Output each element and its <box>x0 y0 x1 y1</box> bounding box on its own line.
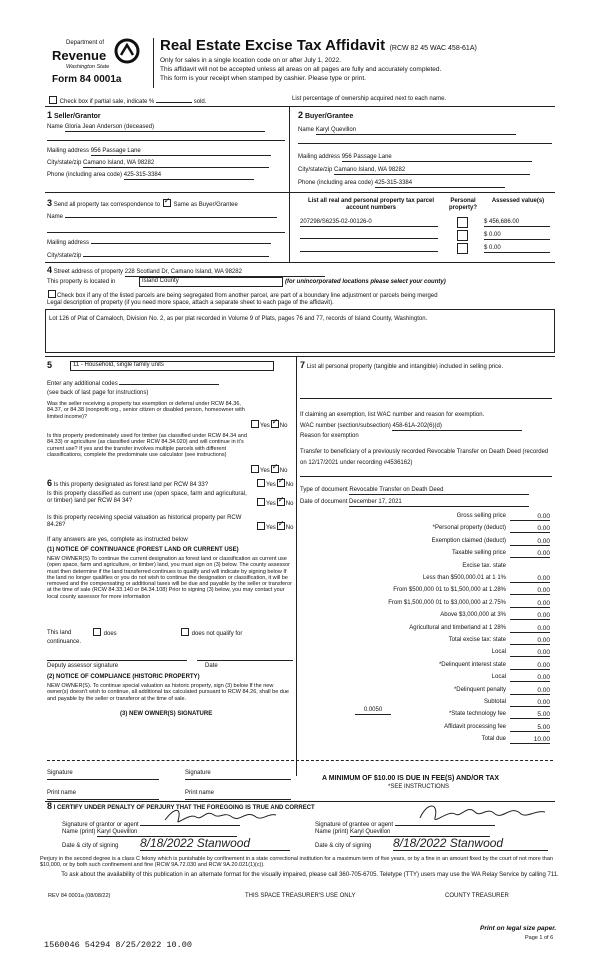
sec5-q1: Was the seller receiving a property tax exemption or deferral under RCW 84.36, 84.37, or 84.38 (nonprofit org., senior citizen or disabled person, homeowner with limited income)? <box>47 401 245 420</box>
notice-continuance-text: NEW OWNER(S) To continue the current designation as forest land or classification as current use (open space, farm and agriculture, or timber) land, you must sign on (3) below. The county assessor must then determine if the land transferred continues to qualify and will indicate by signing below If the land no longer qualifies or you do not wish to continue the designation or classification, it will be removed and the compensating or additional taxes will be due and payable by the seller or transferor at the time of sale (RCW 84.33.140 or 84.34.108) Prior to signing (3) below, you may contact your local county assessor for more information <box>47 556 292 600</box>
wac-row: WAC number (section/subsection) 458-61A-202(6)(d) <box>300 423 522 431</box>
grantee-name-row: Name (print) Karyl Quevillon <box>315 829 490 837</box>
segregated-checkbox[interactable] <box>48 290 56 298</box>
sec5-q2: Is this property predominately used for timber (as classified under RCW 84.34 and 84.33) or agriculture (as classified under RCW 84.34.020) and will continue in it's current use? If yes and the transfer involves multiple parcels with different classifications, complete the predominate use calculator (see instructions) <box>47 433 247 458</box>
sec6-q1-no[interactable] <box>277 479 285 487</box>
personal-col-header: Personal property? <box>448 198 477 211</box>
revenue-wordmark: Revenue <box>52 48 107 63</box>
legal-description[interactable]: Lot 126 of Plat of Camaloch, Division No. 2, as per plat recorded in Volume 9 of Plats, pages 76 and 77, records of Island County, Washington. <box>45 309 555 353</box>
tax-row-value[interactable]: 0.00 <box>510 625 550 633</box>
owner-print-name-2: Print name <box>185 790 215 796</box>
owner-print-name-1: Print name <box>47 790 77 796</box>
seller-city-row: City/state/zip Camano Island, WA 98282 <box>47 160 269 168</box>
tax-row-value[interactable]: 0.00 <box>510 674 550 682</box>
sec5-number: 5 <box>47 360 53 370</box>
sec6-q2: Is this property classified as current use (open space, farm and agricultural, or timber) land per RCW 84 34? <box>47 491 247 504</box>
tax-row-label: Local <box>491 674 506 681</box>
unincorporated-note: (for unincorporated locations please select your county) <box>285 279 446 285</box>
treasurer-use-only: THIS SPACE TREASURER'S USE ONLY <box>245 893 356 899</box>
does-not-checkbox[interactable] <box>181 628 189 636</box>
assessed-value-2[interactable]: $ 0.00 <box>484 232 550 240</box>
tax-row-label: Affidavit processing fee <box>444 723 506 730</box>
assessed-value-1[interactable]: $ 456,686.00 <box>484 219 550 227</box>
tax-row-value[interactable]: 0.00 <box>510 513 550 521</box>
alt-format-notice: To ask about the availability of this publication in an alternate format for the visually impaired, please call 360-705-6705. Teletype (TTY) users may use the WA Relay Service by calling 711. <box>61 872 559 878</box>
header-line2: This affidavit will not be accepted unless all areas on all pages are fully and accurately completed. <box>160 66 442 73</box>
tax-row-value[interactable]: 0.00 <box>510 525 550 533</box>
sec6-q3: Is this property receiving special valuation as historical property per RCW 84.26? <box>47 515 242 528</box>
grantor-date-row: Date & city of signing <box>62 843 119 849</box>
tax-row-label: Exemption claimed (deduct) <box>431 537 506 544</box>
notice-continuance-heading: (1) NOTICE OF CONTINUANCE (FOREST LAND OR CURRENT USE) <box>47 547 239 553</box>
tax-row-label: Subtotal <box>483 699 506 705</box>
wac-number[interactable]: 458-61A-202(6)(d) <box>392 423 522 431</box>
dept-of: Department of <box>66 40 105 46</box>
this-land-row: This land <box>47 630 72 636</box>
grantee-signature-image <box>415 800 550 826</box>
does-not-option: does not qualify for <box>180 628 242 638</box>
certify-statement: 8 I CERTIFY UNDER PENALTY OF PERJURY THAT THE FOREGOING IS TRUE AND CORRECT <box>47 801 315 811</box>
doc-date-row: Date of document December 17, 2021 <box>300 499 529 507</box>
page-title <box>160 37 477 55</box>
sec3-city: City/state/zip <box>47 253 269 260</box>
assessed-value-3[interactable]: $ 0.00 <box>484 245 550 253</box>
tax-row-value[interactable]: 0.00 <box>510 649 550 657</box>
tax-row-label: *Personal property (deduct) <box>432 525 506 532</box>
sec5-q2-no[interactable] <box>271 465 279 473</box>
see-back-note: (see back of last page for instructions) <box>47 390 149 396</box>
reason-label: Reason for exemption <box>300 433 359 439</box>
notice-compliance-heading: (2) NOTICE OF COMPLIANCE (HISTORIC PROPERTY) <box>47 674 200 680</box>
sec6-q2-yes[interactable] <box>257 498 265 506</box>
county-select[interactable]: Island County <box>139 277 283 287</box>
buyer-phone-row: Phone (including area code) 425-315-3384 <box>298 180 505 188</box>
tax-row-label: Gross selling price <box>456 513 506 519</box>
grantor-name-row: Name (print) Karyl Quevillon <box>62 829 237 837</box>
see-instructions: *SEE INSTRUCTIONS <box>388 784 450 790</box>
tax-row-value[interactable]: 5.00 <box>510 724 550 732</box>
percentage-note: List percentage of ownership acquired next to each name. <box>292 96 447 102</box>
owner-signature-2: Signature <box>185 770 211 776</box>
doc-date[interactable]: December 17, 2021 <box>349 499 529 507</box>
buyer-mailing-row: Mailing address 956 Passage Lane <box>298 154 532 162</box>
tax-row-label: Less than $500,000.01 at 1 1% <box>422 575 506 581</box>
tax-row-value[interactable]: 0.00 <box>510 612 550 620</box>
grantor-date-city[interactable]: 8/18/2022 Stanwood <box>140 836 290 851</box>
segregated-row: Check box if any of the listed parcels are being segregated from another parcel, are part of a boundary line adjustment or parcels being merged <box>47 290 557 300</box>
county-row: This property is located in <box>47 279 116 285</box>
buyer-mailing[interactable]: 956 Passage Lane <box>342 154 532 162</box>
tax-row-label: Local <box>491 649 506 656</box>
sec6-q1-row: 6 Is this property designated as forest land per RCW 84 33? <box>47 478 209 488</box>
buyer-phone[interactable]: 425-315-3384 <box>375 180 505 188</box>
sec6-q3-answer: Yes✓ No <box>256 522 293 532</box>
tax-row-label: Total excise tax: state <box>448 637 506 643</box>
parcel-number[interactable]: 207298/S6235-02-00126-0 <box>300 219 438 227</box>
seller-city[interactable]: Camano Island, WA 98282 <box>83 160 269 168</box>
tax-row-value[interactable]: 0.00 <box>510 600 550 608</box>
tax-row-value[interactable]: 0.00 <box>510 587 550 595</box>
assessed-col-header: Assessed value(s) <box>491 198 545 204</box>
notice-compliance-text: NEW OWNER(S). To continue special valuation as historic property, sign (3) below If the new owner(s) doesn't wish to continue, all additional tax calculated pursuant to RCW 84.26, shall be due and payable by the seller or transferor at the time of sale. <box>47 683 289 702</box>
rcw-reference: (RCW 82 45 WAC 458-61A) <box>389 45 477 52</box>
sec5-q1-no[interactable] <box>271 420 279 428</box>
recording-stamp: 1560046 54294 8/25/2022 10.00 <box>44 940 192 950</box>
tax-row-value[interactable]: 0.00 <box>510 687 550 695</box>
buyer-name[interactable]: Karyl Quevillon <box>316 127 516 135</box>
deputy-signature: Deputy assessor signature <box>47 663 119 669</box>
tax-row-value[interactable]: 0.00 <box>510 575 550 583</box>
parcel-col-header: List all real and personal property tax parcel account numbers <box>307 198 435 211</box>
revenue-logo-icon <box>112 38 142 64</box>
seller-name[interactable]: Gloria Jean Anderson (deceased) <box>65 124 265 132</box>
seller-mailing-row: Mailing address 956 Passage Lane <box>47 148 271 156</box>
sec6-q2-no[interactable] <box>277 498 285 506</box>
legal-label: Legal description of property (if you need more space, attach a separate sheet to each page of the affidavit). <box>47 300 334 306</box>
additional-codes: Enter any additional codes <box>47 381 219 388</box>
grantee-signature-row: Signature of grantee or agent <box>315 817 495 829</box>
header-line3: This form is your receipt when stamped by cashier. Please type or print. <box>160 75 366 82</box>
minimum-due: A MINIMUM OF $10.00 IS DUE IN FEE(S) AND/OR TAX <box>322 775 500 782</box>
seller-phone[interactable]: 425-315-3384 <box>124 172 254 180</box>
street-address-row: 4 Street address of property 228 Scotland Dr, Camano Island, WA 98282 <box>47 267 325 277</box>
seller-phone-row: Phone (including area code) 425-315-3384 <box>47 172 254 180</box>
tax-row-value[interactable]: 5.00 <box>510 711 550 719</box>
does-checkbox[interactable] <box>93 628 101 636</box>
doc-type[interactable]: Revocable Transfer on Death Deed <box>349 487 529 495</box>
owner-signature-1: Signature <box>47 770 73 776</box>
tax-row-label: *Delinquent penalty <box>453 686 506 693</box>
tax-row-label: *Delinquent interest state <box>438 661 506 668</box>
tax-row-value[interactable]: 0.00 <box>510 538 550 546</box>
tax-row-label: Agricultural and timberland at 1 28% <box>409 624 506 631</box>
same-as-buyer-checkbox[interactable] <box>163 199 171 207</box>
sec5-q2-answer: Yes✓ No <box>250 465 287 475</box>
buyer-name-row: Name Karyl Quevillon <box>298 127 516 135</box>
tax-row-label: Total due <box>481 736 506 743</box>
new-owner-signature-heading: (3) NEW OWNER(S) SIGNATURE <box>120 711 213 717</box>
tax-row-value[interactable]: 10.00 <box>510 736 550 744</box>
perjury-notice: Perjury in the second degree is a class C felony which is punishable by confinement in a state correctional institution for a maximum term of five years, or by a fine in an amount fixed by the court of not more than $10,000, or by both such confinement and fine (RCW 9A.72.030 and RCW 9A.20.021(1)(c)). <box>40 856 553 869</box>
deputy-date: Date <box>205 663 218 669</box>
tax-row-value[interactable]: 0.00 <box>510 699 550 707</box>
grantee-date-city[interactable]: 8/18/2022 Stanwood <box>393 836 548 851</box>
partial-sale: Check box if partial sale, indicate % sold. <box>48 96 206 106</box>
tax-row-label: Taxable selling price <box>451 550 506 557</box>
sec6-q3-no[interactable] <box>277 522 285 530</box>
seller-mailing[interactable]: 956 Passage Lane <box>91 148 271 156</box>
tax-row-label: Above $3,000,000 at 3% <box>440 612 506 619</box>
if-any-yes: If any answers are yes, complete as instructed below <box>47 537 188 543</box>
grantor-signature-image <box>160 805 280 827</box>
tax-row-value[interactable]: 0.00 <box>510 550 550 558</box>
sec5-q1-answer: Yes✓ No <box>250 420 287 430</box>
tax-row-label: Excise tax. state <box>462 562 506 569</box>
tax-row-label: *State technology fee <box>448 711 506 718</box>
buyer-city[interactable]: Camano Island, WA 98282 <box>334 167 530 175</box>
sec5-q2-yes[interactable] <box>251 465 259 473</box>
tax-row-label: From $500,000 01 to $1,500,000 at 1.28% <box>393 587 506 594</box>
personal-property-heading: 7 List all personal property (tangible and intangible) included in selling price. <box>300 360 504 370</box>
grantee-print-name[interactable]: Karyl Quevillon <box>350 829 490 837</box>
seller-name-row: Name Gloria Jean Anderson (deceased) <box>47 124 265 132</box>
grantee-date-row: Date & city of signing <box>315 843 372 849</box>
personal-checkbox-3[interactable] <box>457 243 468 254</box>
state-label: Washington State <box>66 64 110 70</box>
seller-heading: 1 Seller/Grantor <box>47 110 101 120</box>
grantor-signature-row: Signature of grantor or agent <box>62 817 240 829</box>
sec6-q2-answer: Yes✓ No <box>256 498 293 508</box>
continuance-label: continuance. <box>47 639 82 645</box>
sec6-q1-yes[interactable] <box>257 479 265 487</box>
header-line1: Only for sales in a single location code on or after July 1, 2022. <box>160 57 342 64</box>
form-title: Real Estate Excise Tax Affidavit <box>160 37 386 54</box>
form-number: Form 84 0001a <box>52 74 122 85</box>
buyer-city-row: City/state/zip Camano Island, WA 98282 <box>298 167 530 175</box>
sec6-q1-answer: Yes✓ No <box>256 479 293 489</box>
revenue-logo <box>52 38 148 88</box>
grantor-print-name[interactable]: Karyl Quevillon <box>97 829 237 837</box>
county-treasurer: COUNTY TREASURER <box>445 893 509 899</box>
tax-row-value[interactable]: 0.00 <box>510 637 550 645</box>
personal-checkbox-1[interactable] <box>457 217 468 228</box>
local-rate[interactable]: 0.0050 <box>355 707 391 715</box>
street-address[interactable]: 228 Scotland Dr, Camano Island, WA 98282 <box>125 269 325 277</box>
sec5-q1-yes[interactable] <box>251 420 259 428</box>
legal-paper-note: Print on legal size paper. <box>480 925 557 932</box>
exemption-reason[interactable]: Transfer to beneficiary of a previously recorded Revocable Transfer on Death Deed (recorded on 12/17/2021 under recording #4536162) <box>300 449 549 466</box>
page-number: Page 1 of 6 <box>525 935 554 941</box>
partial-sale-checkbox[interactable] <box>49 96 57 104</box>
does-option: does <box>92 628 117 638</box>
land-use-code-select[interactable]: 11 - Household, single family units <box>70 361 274 371</box>
exemption-label: If claiming an exemption, list WAC number and reason for exemption. <box>300 412 485 418</box>
sec3-correspondence: 3 Send all property tax correspondence to ✓ Same as Buyer/Grantee <box>47 199 238 209</box>
buyer-heading: 2 Buyer/Grantee <box>298 110 354 120</box>
personal-checkbox-2[interactable] <box>457 230 468 241</box>
sec3-name: Name <box>47 214 277 221</box>
sec3-mailing: Mailing address <box>47 240 271 247</box>
doc-type-row: Type of document Revocable Transfer on Death Deed <box>300 487 529 495</box>
tax-row-value[interactable]: 0.00 <box>510 662 550 670</box>
tax-row-label: From $1,500,000 01 to $3,000,000 at 2.75% <box>388 599 506 606</box>
sec6-q3-yes[interactable] <box>257 522 265 530</box>
revision: REV 84 0001a (08/08/22) <box>48 893 111 899</box>
